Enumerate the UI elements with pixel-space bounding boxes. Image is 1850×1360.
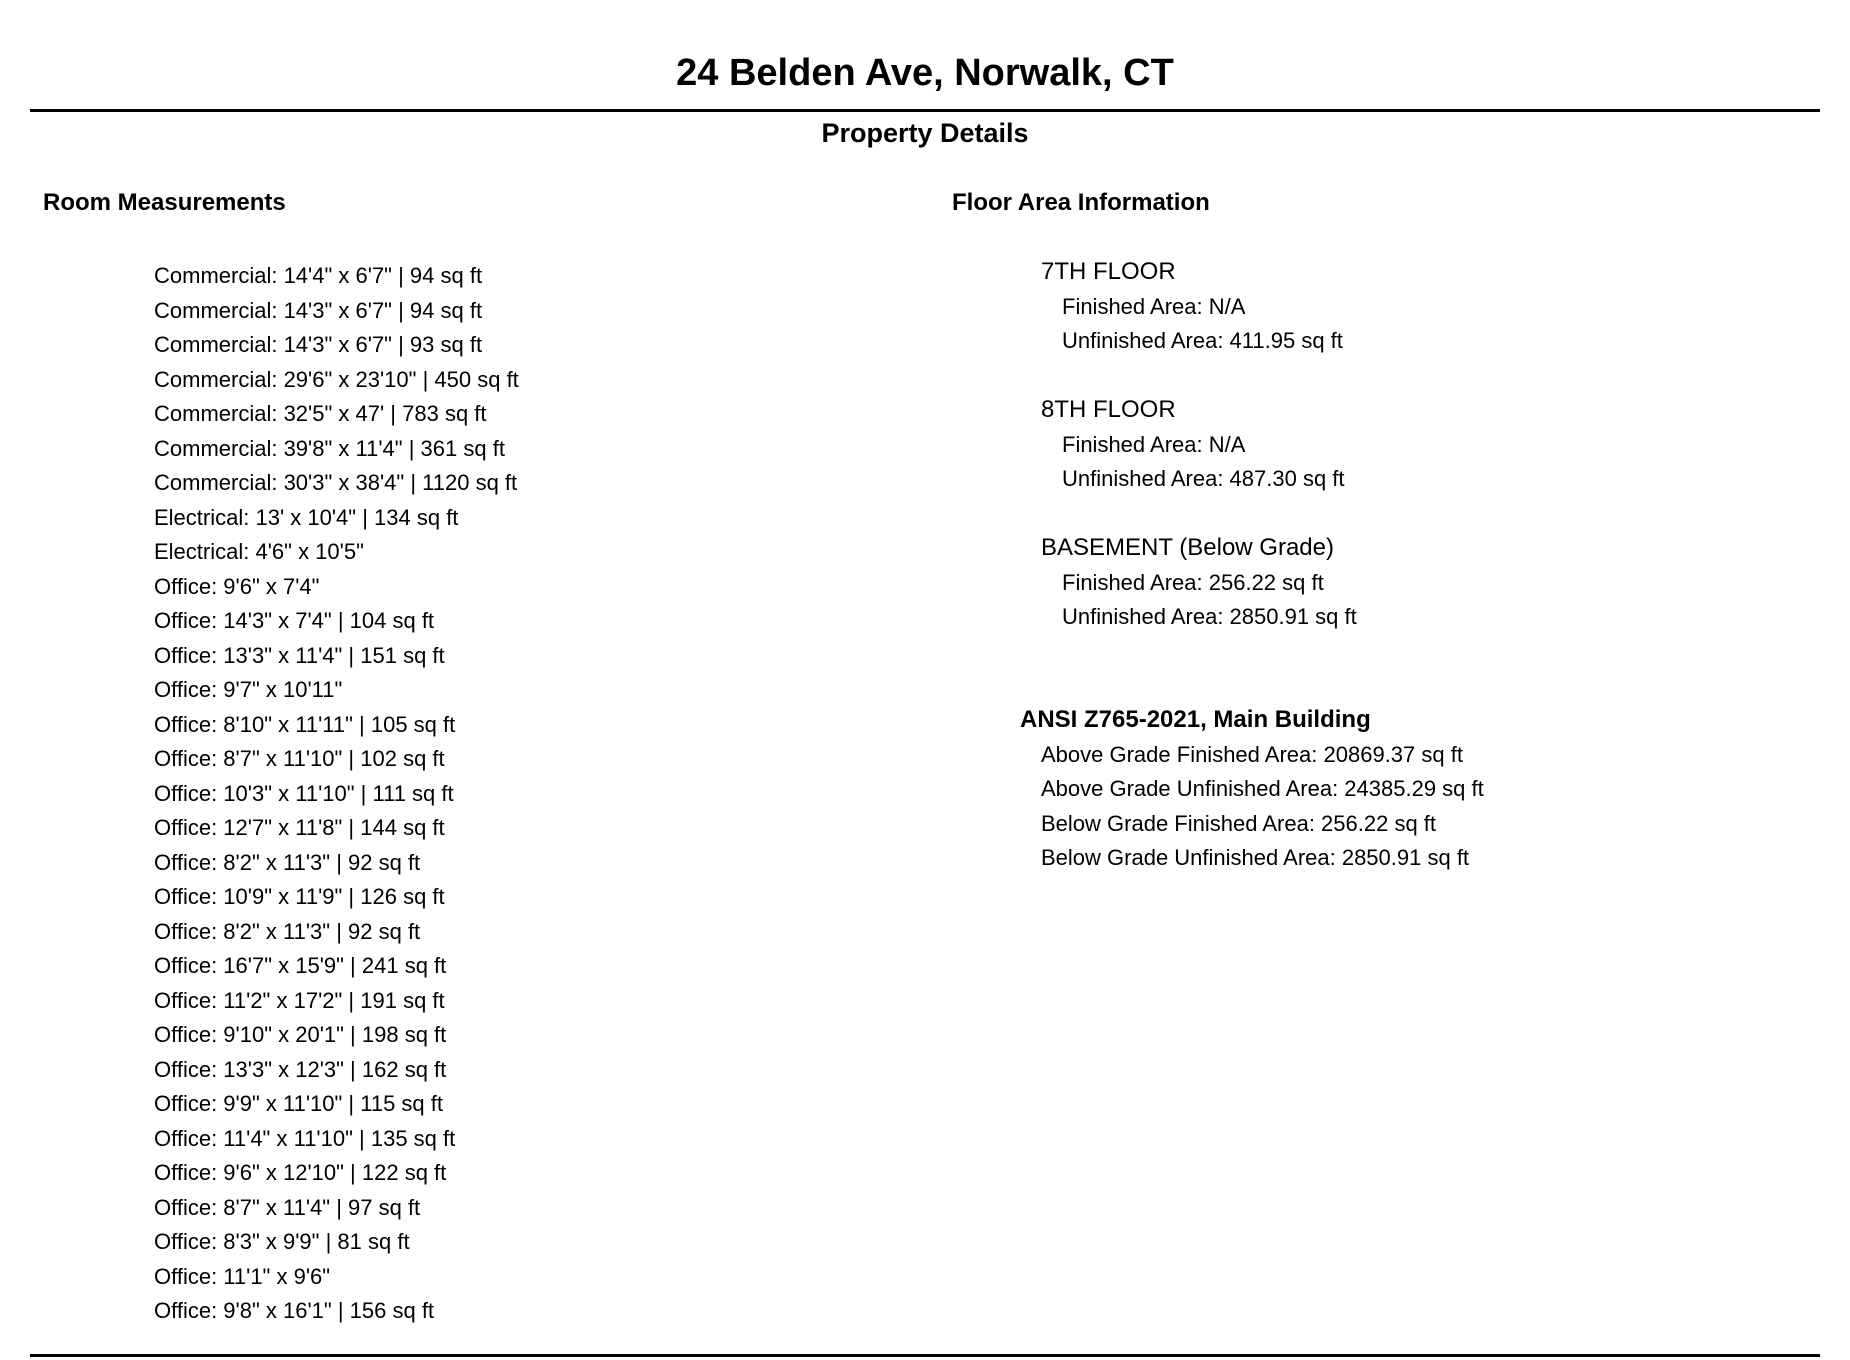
floor-name: 8TH FLOOR <box>1041 396 1176 423</box>
finished-area: Finished Area: 256.22 sq ft <box>1062 569 1324 595</box>
room-item: Office: 13'3" x 11'4" | 151 sq ft <box>154 642 445 668</box>
room-item: Office: 16'7" x 15'9" | 241 sq ft <box>154 953 447 978</box>
room-item: Electrical: 13' x 10'4" | 134 sq ft <box>154 504 459 530</box>
room-measurements-list <box>154 259 519 1329</box>
room-item: Office: 10'3" x 11'10" | 111 sq ft <box>154 780 454 806</box>
room-item: Office: 8'7" x 11'10" | 102 sq ft <box>154 746 445 771</box>
floor-section-basement <box>1041 531 1357 635</box>
room-item: Office: 8'2" x 11'3" | 92 sq ft <box>154 849 421 875</box>
floor-section-7th <box>1041 255 1343 359</box>
ansi-area-line: Below Grade Finished Area: 256.22 sq ft <box>1041 810 1437 836</box>
floor-area-heading: Floor Area Information <box>952 189 1210 216</box>
header-divider <box>30 109 1820 112</box>
room-item: Commercial: 14'3" x 6'7" | 94 sq ft <box>154 297 483 323</box>
room-item: Office: 13'3" x 12'3" | 162 sq ft <box>154 1056 447 1082</box>
room-item: Office: 9'7" x 10'11" <box>154 677 343 702</box>
room-item: Commercial: 14'3" x 6'7" | 93 sq ft <box>154 332 483 357</box>
unfinished-area: Unfinished Area: 2850.91 sq ft <box>1062 604 1357 629</box>
room-item: Office: 9'6" x 12'10" | 122 sq ft <box>154 1160 447 1185</box>
room-item: Office: 12'7" x 11'8" | 144 sq ft <box>154 815 445 840</box>
room-item: Office: 8'10" x 11'11" | 105 sq ft <box>154 711 456 737</box>
room-item: Commercial: 39'8" x 11'4" | 361 sq ft <box>154 435 505 461</box>
finished-area: Finished Area: N/A <box>1062 431 1246 457</box>
unfinished-area: Unfinished Area: 411.95 sq ft <box>1062 328 1343 353</box>
floor-name: BASEMENT (Below Grade) <box>1041 534 1334 561</box>
room-item: Office: 9'8" x 16'1" | 156 sq ft <box>154 1298 435 1323</box>
room-item: Electrical: 4'6" x 10'5" <box>154 539 364 564</box>
room-item: Office: 9'6" x 7'4" <box>154 573 320 599</box>
room-item: Office: 8'7" x 11'4" | 97 sq ft <box>154 1194 421 1220</box>
ansi-heading: ANSI Z765-2021, Main Building <box>1020 706 1371 733</box>
unfinished-area: Unfinished Area: 487.30 sq ft <box>1062 466 1345 491</box>
room-item: Office: 9'10" x 20'1" | 198 sq ft <box>154 1022 447 1047</box>
room-item: Office: 14'3" x 7'4" | 104 sq ft <box>154 608 435 633</box>
finished-area: Finished Area: N/A <box>1062 293 1246 319</box>
footer-divider <box>30 1354 1820 1357</box>
ansi-area-line: Above Grade Finished Area: 20869.37 sq ft <box>1041 741 1463 767</box>
room-item: Commercial: 14'4" x 6'7" | 94 sq ft <box>154 263 483 288</box>
room-item: Office: 11'1" x 9'6" <box>154 1263 331 1289</box>
room-item: Commercial: 32'5" x 47' | 783 sq ft <box>154 401 487 426</box>
floor-section-8th <box>1041 393 1345 497</box>
document-subtitle: Property Details <box>821 118 1029 148</box>
room-item: Commercial: 29'6" x 23'10" | 450 sq ft <box>154 366 519 392</box>
room-item: Office: 9'9" x 11'10" | 115 sq ft <box>154 1091 444 1116</box>
document-title: 24 Belden Ave, Norwalk, CT <box>676 52 1174 94</box>
room-item: Commercial: 30'3" x 38'4" | 1120 sq ft <box>154 470 518 495</box>
room-item: Office: 11'2" x 17'2" | 191 sq ft <box>154 987 445 1013</box>
room-item: Office: 8'3" x 9'9" | 81 sq ft <box>154 1229 410 1254</box>
room-item: Office: 11'4" x 11'10" | 135 sq ft <box>154 1125 456 1151</box>
ansi-area-line: Below Grade Unfinished Area: 2850.91 sq ft <box>1041 845 1470 870</box>
floor-name: 7TH FLOOR <box>1041 258 1176 285</box>
room-measurements-heading: Room Measurements <box>43 189 286 216</box>
room-item: Office: 8'2" x 11'3" | 92 sq ft <box>154 918 421 944</box>
room-item: Office: 10'9" x 11'9" | 126 sq ft <box>154 884 445 909</box>
ansi-area-line: Above Grade Unfinished Area: 24385.29 sq ft <box>1041 776 1484 801</box>
ansi-summary <box>1020 703 1484 876</box>
